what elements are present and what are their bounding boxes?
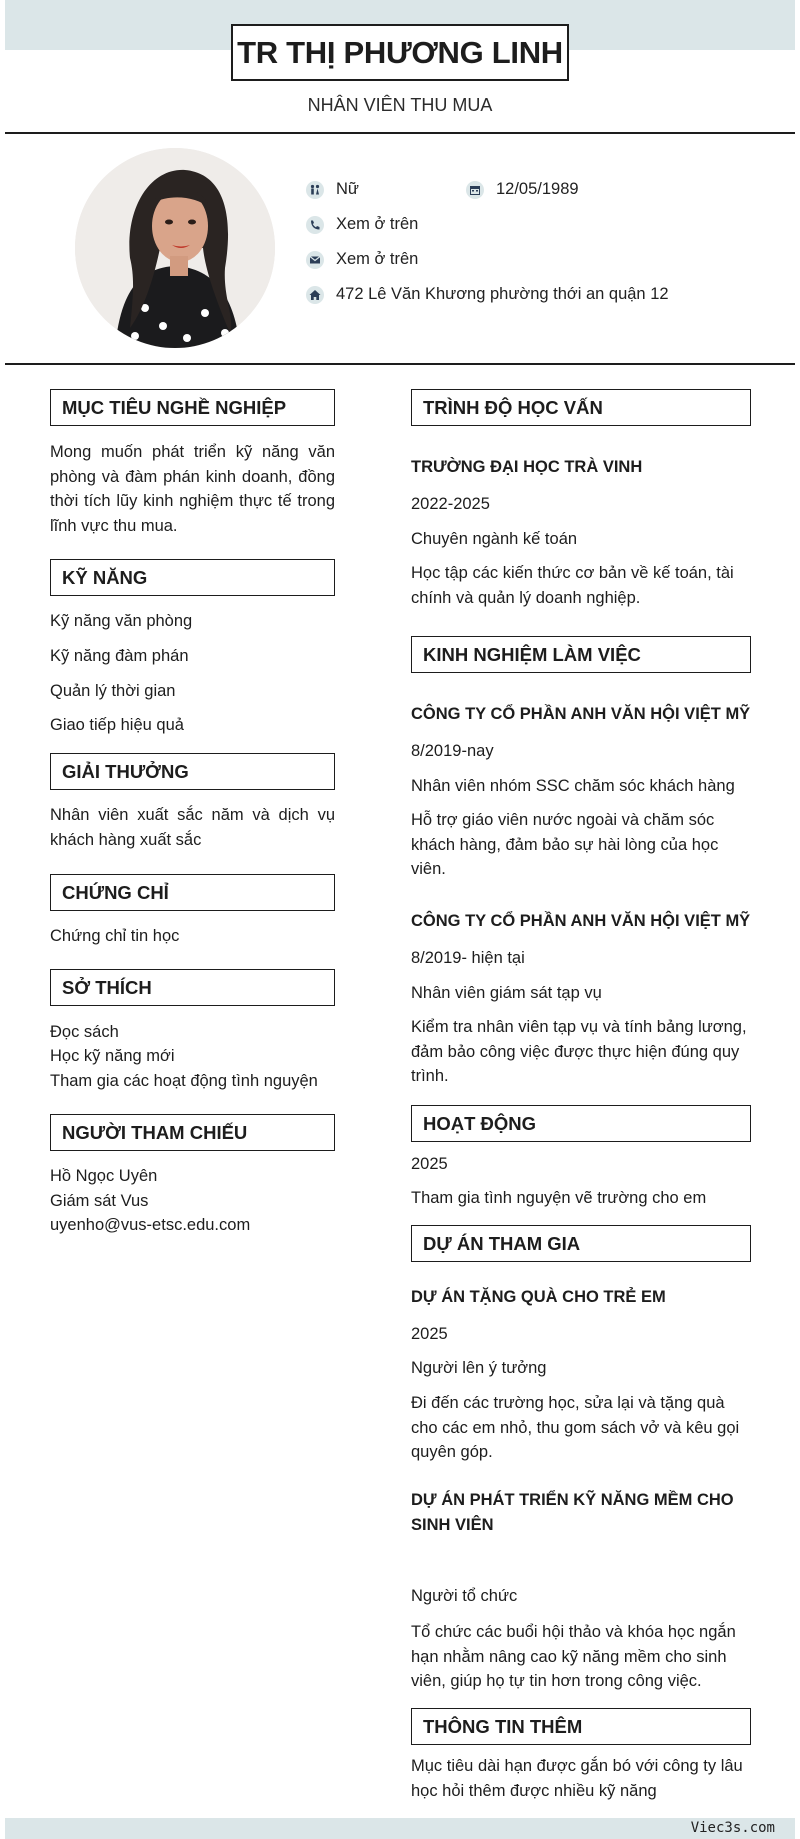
phone-row <box>306 215 418 234</box>
extra-text: Mục tiêu dài hạn được gắn bó với công ty lâu học hỏi thêm được nhiều kỹ năng <box>411 1757 743 1800</box>
dob-row <box>466 180 579 199</box>
project-name: DỰ ÁN PHÁT TRIỂN KỸ NĂNG MỀM CHO SINH VIÊN <box>411 1491 734 1534</box>
skill-item: Giao tiếp hiệu quả <box>50 716 184 734</box>
extra-heading: THÔNG TIN THÊM <box>411 1708 751 1745</box>
objective-heading: MỤC TIÊU NGHỀ NGHIỆP <box>50 389 335 426</box>
skill-item: Kỹ năng văn phòng <box>50 612 193 630</box>
education-period: 2022-2025 <box>411 495 490 513</box>
activities-heading: HOẠT ĐỘNG <box>411 1105 751 1142</box>
hobbies-heading: SỞ THÍCH <box>50 969 335 1006</box>
reference-name: Hồ Ngọc Uyên <box>50 1167 158 1185</box>
activity-desc: Tham gia tình nguyện vẽ trường cho em <box>411 1189 707 1207</box>
job-period: 8/2019- hiện tại <box>411 949 525 967</box>
dob-value: 12/05/1989 <box>496 180 579 198</box>
footer-brand: Viec3s.com <box>690 1820 775 1836</box>
awards-text: Nhân viên xuất sắc năm và dịch vụ khách hàng xuất sắc <box>50 806 335 849</box>
awards-heading: GIẢI THƯỞNG <box>50 753 335 790</box>
project-name: DỰ ÁN TẶNG QUÀ CHO TRẺ EM <box>411 1288 666 1306</box>
gender-value: Nữ <box>336 180 359 198</box>
email-value[interactable]: Xem ở trên <box>336 250 419 268</box>
job-desc: Kiểm tra nhân viên tạp vụ và tính bảng lương, đảm bảo công việc được thực hiện đúng quy trình. <box>411 1018 747 1085</box>
gender-icon <box>306 181 324 199</box>
job-title: NHÂN VIÊN THU MUA <box>307 95 493 115</box>
skill-item: Quản lý thời gian <box>50 682 176 700</box>
hobby-item: Học kỹ năng mới <box>50 1047 175 1065</box>
skill-item: Kỹ năng đàm phán <box>50 647 189 665</box>
email-icon <box>306 251 324 269</box>
phone-value[interactable]: Xem ở trên <box>336 215 419 233</box>
home-icon <box>306 286 324 304</box>
reference-email[interactable]: uyenho@vus-etsc.edu.com <box>50 1216 251 1234</box>
bottom-band <box>5 1818 795 1839</box>
objective-text: Mong muốn phát triển kỹ năng văn phòng và đàm phán kinh doanh, đồng thời tích lũy kinh nghiệm thực tế trong lĩnh vực thu mua. <box>50 443 335 535</box>
references-heading: NGƯỜI THAM CHIẾU <box>50 1114 335 1151</box>
job-desc: Hỗ trợ giáo viên nước ngoài và chăm sóc khách hàng, đảm bảo sự hài lòng của học viên. <box>411 811 719 878</box>
projects-heading: DỰ ÁN THAM GIA <box>411 1225 751 1262</box>
reference-position: Giám sát Vus <box>50 1192 149 1210</box>
phone-icon <box>306 216 324 234</box>
candidate-name: TR THỊ PHƯƠNG LINH <box>231 24 569 81</box>
address-row <box>306 285 669 304</box>
gender-row <box>306 180 359 199</box>
job-company: CÔNG TY CỔ PHẦN ANH VĂN HỘI VIỆT MỸ <box>411 705 751 723</box>
education-desc: Học tập các kiến thức cơ bản về kế toán, tài chính và quản lý doanh nghiệp. <box>411 564 734 607</box>
job-role: Nhân viên giám sát tạp vụ <box>411 984 602 1002</box>
project-role: Người lên ý tưởng <box>411 1359 547 1377</box>
school-name: TRƯỜNG ĐẠI HỌC TRÀ VINH <box>411 458 643 476</box>
email-row <box>306 250 418 269</box>
address-value: 472 Lê Văn Khương phường thới an quận 12 <box>336 285 669 303</box>
project-year: 2025 <box>411 1325 448 1343</box>
job-period: 8/2019-nay <box>411 742 494 760</box>
activity-year: 2025 <box>411 1155 448 1173</box>
project-desc: Đi đến các trường học, sửa lại và tặng quà cho các em nhỏ, thu gom sách vở và kêu gọi quyên góp. <box>411 1394 740 1461</box>
info-divider <box>5 363 795 365</box>
certificates-heading: CHỨNG CHỈ <box>50 874 335 911</box>
job-company: CÔNG TY CỔ PHẦN ANH VĂN HỘI VIỆT MỸ <box>411 912 751 930</box>
header-divider <box>5 132 795 134</box>
certificates-text: Chứng chỉ tin học <box>50 927 180 945</box>
education-major: Chuyên ngành kế toán <box>411 530 578 548</box>
hobby-item: Đọc sách <box>50 1023 119 1041</box>
avatar <box>75 148 275 348</box>
calendar-icon <box>466 181 484 199</box>
project-role: Người tổ chức <box>411 1587 518 1605</box>
skills-heading: KỸ NĂNG <box>50 559 335 596</box>
job-role: Nhân viên nhóm SSC chăm sóc khách hàng <box>411 777 735 795</box>
hobby-item: Tham gia các hoạt động tình nguyện <box>50 1072 318 1090</box>
project-desc: Tổ chức các buổi hội thảo và khóa học ngắn hạn nhằm nâng cao kỹ năng mềm cho sinh viên, giúp họ tự tin hơn trong công việc. <box>411 1623 736 1690</box>
education-heading: TRÌNH ĐỘ HỌC VẤN <box>411 389 751 426</box>
experience-heading: KINH NGHIỆM LÀM VIỆC <box>411 636 751 673</box>
